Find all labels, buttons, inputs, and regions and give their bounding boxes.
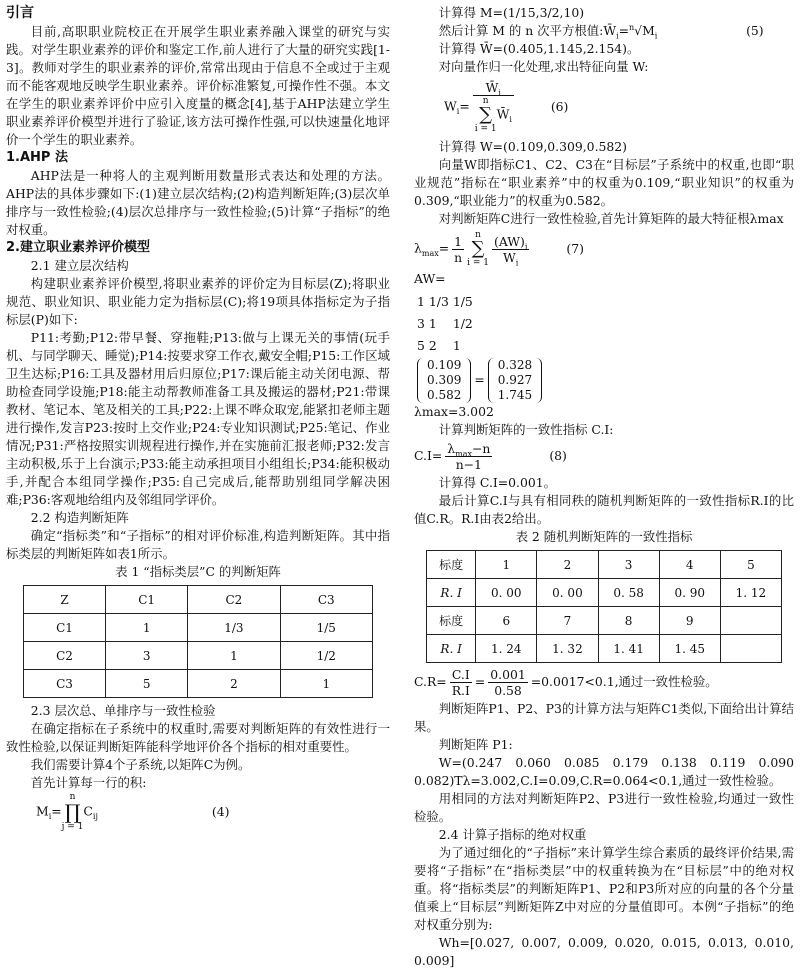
table-1 (23, 585, 373, 698)
table-cell: 1/5 (280, 614, 372, 642)
table-cell: 3 (106, 642, 188, 670)
section-1-heading: 1.AHP 法 (6, 150, 68, 165)
table-cell: 1/2 (280, 642, 372, 670)
cr-result: =0.0017<0.1,通过一致性检验。 (530, 674, 718, 689)
section-2-3-paragraph-2: 我们需要计算4个子系统,以矩阵C为例。 (30, 757, 251, 772)
lambda-result: λmax=3.002 (414, 404, 494, 419)
vector-w: 0.109 0.309 0.582 (417, 358, 471, 403)
table-cell: 1. 45 (659, 635, 720, 663)
equation-8: C.I= $\frac{\lambda_{max}-n}{n-1}$ (8) (414, 441, 567, 472)
table-cell: 8 (598, 607, 659, 635)
intro-heading: 引言 (6, 5, 34, 21)
equation-number: (8) (549, 448, 567, 463)
table-row (427, 551, 782, 579)
table-cell: 2 (188, 670, 280, 698)
table-cell: C2 (188, 586, 280, 614)
section-2-heading: 2.建立职业素养评价模型 (6, 240, 150, 255)
right-column: 计算得 M=(1/15,3/2,10) 然后计算 M 的 n 次平方根值$:W̄_i=^n√M_i$ (5) 计算得 W̄=(0.405,1.145,2.154)。 对向量作归一化处理,求出特征向量 W: $W_i=$ $W̄_i$ n ∑ i = 1 $W̄_i$ (6) 计算得 W=(0.109,0.309,0.582) 向量W即指标C1、C2、C3在“目标层”子系统中的权重,也即“职业规范”指标在“职业素养”中的权重为0.109,“职业知识”的权重为0.309,“职业能力”的权重为0.582。 对判断矩阵C进行一致性检验,首先计算矩阵的最大特征根λmax $\lambda_{max}=$ $\frac{1}{n}$ n ∑ i = 1 $\frac{(AW)_i}{W_i}$ (7) AW= 1 1/3 1/5 3 1 1/2 5 2 1 0.109 0.309 0.582 = 0.328 0.927 1.745 λmax=3.002 计算判断矩阵的一致性指标 C.I: C.I= $\frac{\lambda_{max}-n}{n-1}$ (8) 计算得 C.I=0.001。 最后计算C.I与具有相同秩的随机判断矩阵的一致性指标R.I的比值C.R。R.I由表2给出。 表 2 随机判断矩阵的一致性指标 标度 1 2 3 4 5 R. I 0. 00 0. 00 0. 58 0. 90 1. 12 标度 6 7 8 9 R. I 1. 24 1. 32 1. 41 1. 45 C.R= $\frac{C.I}{R.I}$ = $\frac{0.001}{0.58}$ =0.0017<0.1,通过一致性检验。 判断矩阵P1、P2、P3的计算方法与矩阵C1类似,下面给出计算结果。 判断矩阵 P1: W=(0.247 0.060 0.085 0.179 0.138 0.119 0.090 0.082)Tλ=3.002,C.I=0.09,C.R=0.064<0.1,通过一致性检验。 用相同的方法对判断矩阵P2、P3进行一致性检验,均通过一致性检验。 2.4 计算子指标的绝对权重 为了通过细化的“子指标”来计算学生综合素质的最终评价结果,需要将“子指标”在“指标类层”中的权重转换为在“目标层”中的绝对权重。将“指标类层”的判断矩阵P1、P2和P3所对应的向量的各个分量值乘上“目标层”判断矩阵Z中对应的分量值即可。本例“子指标”的绝对权重分别为: Wh=[0.027, 0.007, 0.009, 0.020, 0.015, 0.013, 0.010, 0.009] (414, 5, 794, 968)
table-cell: 7 (537, 607, 598, 635)
table-cell: 1 (188, 642, 280, 670)
table-cell (720, 607, 781, 635)
m-result: 计算得 M=(1/15,3/2,10) (438, 5, 585, 20)
table-cell: 5 (720, 551, 781, 579)
table-cell: C1 (24, 614, 106, 642)
table-cell: 1. 41 (598, 635, 659, 663)
table-cell (720, 635, 781, 663)
equation-number: (6) (550, 98, 569, 114)
table-cell: 3 (598, 551, 659, 579)
equation-number: (5) (746, 23, 764, 38)
table-cell: 0. 90 (659, 579, 720, 607)
p-paragraph: 判断矩阵P1、P2、P3的计算方法与矩阵C1类似,下面给出计算结果。 (414, 701, 794, 734)
matrix-product: AW= (414, 271, 446, 286)
table-row (24, 586, 373, 614)
left-column (6, 4, 390, 832)
section-2-1-heading: 2.1 建立层次结构 (30, 258, 129, 273)
table-cell: 0. 00 (476, 579, 537, 607)
table-cell: C3 (24, 670, 106, 698)
table-cell: R. I (427, 635, 476, 663)
p1-result: W=(0.247 0.060 0.085 0.179 0.138 0.119 0.090 0.082)Tλ=3.002,C.I=0.09,C.R=0.064<0.1,通过一致性检验。 (414, 755, 794, 788)
table-row (24, 614, 373, 642)
vector-aw: 0.328 0.927 1.745 (488, 358, 542, 403)
table-cell: 6 (476, 607, 537, 635)
ri-paragraph: 最后计算C.I与具有相同秩的随机判断矩阵的一致性指标R.I的比值C.R。R.I由表2给出。 (414, 493, 794, 526)
table-cell: 1. 12 (720, 579, 781, 607)
section-2-2-heading: 2.2 构造判断矩阵 (30, 510, 129, 525)
table-cell: 1 (106, 614, 188, 642)
indicator-list: P11:考勤;P12:带早餐、穿拖鞋;P13:做与上课无关的事情(玩手机、与同学聊天、睡觉);P14:按要求穿工作衣,戴安全帽;P15:工作区域卫生达标;P16:工具及器材用后归原位;P17:课后能主动关闭电源、帮助检查同学设施;P18:能主动帮教师准备工具及搬运的器材;P21:带课教材、笔记本、笔及相关的工具;P22:上课不哗众取宠,能紧扣老师主题进行操作,发言P23:按时上交作业;P24:专业知识测试;P25:笔记、作业情况;P31:严格按照实训规程进行操作,并在实施前汇报老师;P32:发言主动积极,乐于上台演示;P33:能主动承担项目小组组长;P34:能积极动手,并配合本组同学操作;P35:自己完成后,能帮助别组同学解决困难;P36:客观地给组内及邻组同学评价。 (6, 330, 390, 507)
table-cell: 0. 58 (598, 579, 659, 607)
equation-6: $W_i=$ $W̄_i$ n ∑ i = 1 $W̄_i$ (6) (444, 80, 569, 134)
equation-5-text: 然后计算 M 的 n 次平方根值: (438, 23, 604, 38)
equation-4: $M_i=$ n ∏ j = 1 $C_{ij}$ (4) (36, 792, 230, 832)
table-2 (426, 550, 782, 663)
table-cell: 1. 24 (476, 635, 537, 663)
section-2-1-paragraph: 构建职业素养评价模型,将职业素养的评价定为目标层(Z);将职业规范、职业知识、职业能力定为指标层(C);将19项具体指标定为子指标层(P)如下: (6, 276, 390, 327)
section-2-3-heading: 2.3 层次总、单排序与一致性检验 (30, 703, 216, 718)
table-cell: 1. 32 (537, 635, 598, 663)
wbar-result: 计算得 W̄=(0.405,1.145,2.154)。 (438, 41, 640, 56)
weight-paragraph: 向量W即指标C1、C2、C3在“目标层”子系统中的权重,也即“职业规范”指标在“职业素养”中的权重为0.109,“职业知识”的权重为0.309,“职业能力”的权重为0.582。 (414, 157, 794, 208)
section-2-4-paragraph: 为了通过细化的“子指标”来计算学生综合素质的最终评价结果,需要将“子指标”在“指标类层”中的权重转换为在“目标层”中的绝对权重。将“指标类层”的判断矩阵P1、P2和P3所对应的向量的各个分量值乘上“目标层”判断矩阵Z中对应的分量值即可。本例“子指标”的绝对权重分别为: (414, 845, 794, 932)
section-2-3-paragraph: 在确定指标在子系统中的权重时,需要对判断矩阵的有效性进行一致性检验,以保证判断矩阵能科学地评价各个指标的相对重要性。 (6, 721, 390, 754)
ci-text: 计算判断矩阵的一致性指标 C.I: (438, 422, 614, 437)
section-1-paragraph: AHP法是一种将人的主观判断用数量形式表达和处理的方法。AHP法的具体步骤如下:(1)建立层次结构;(2)构造判断矩阵;(3)层次单排序与一致性检验;(4)层次总排序与一致性检验;(5)计算“子指标”的绝对权重。 (6, 168, 390, 237)
equation-7: $\lambda_{max}=$ $\frac{1}{n}$ n ∑ i = 1 $\frac{(AW)_i}{W_i}$ (7) (414, 230, 584, 268)
table-row (427, 579, 782, 607)
table-2-caption: 表 2 随机判断矩阵的一致性指标 (515, 529, 693, 544)
section-2-2-paragraph: 确定“指标类”和“子指标”的相对评价标准,构造判断矩阵。其中指标类层的判断矩阵如表1所示。 (6, 528, 390, 561)
table-row (24, 642, 373, 670)
p23-paragraph: 用相同的方法对判断矩阵P2、P3进行一致性检验,均通过一致性检验。 (414, 791, 794, 824)
table-row (24, 670, 373, 698)
table-cell: 1/3 (188, 614, 280, 642)
table-cell: 5 (106, 670, 188, 698)
wh-result: Wh=[0.027, 0.007, 0.009, 0.020, 0.015, 0.013, 0.010, 0.009] (414, 935, 794, 968)
table-cell: 2 (537, 551, 598, 579)
table-cell: 1 (476, 551, 537, 579)
cr-equation: C.R= $\frac{C.I}{R.I}$ = $\frac{0.001}{0.58}$ =0.0017<0.1,通过一致性检验。 (414, 667, 718, 698)
table-cell: 1 (280, 670, 372, 698)
table-cell: C1 (106, 586, 188, 614)
table-cell: R. I (427, 579, 476, 607)
table-row (427, 607, 782, 635)
p1-label: 判断矩阵 P1: (438, 737, 513, 752)
table-cell: C2 (24, 642, 106, 670)
table-cell: 标度 (427, 607, 476, 635)
equation-5-line: 然后计算 M 的 n 次平方根值$:W̄_i=^n√M_i$ (5) (438, 22, 764, 41)
section-2-3-paragraph-3: 首先计算每一行的积: (30, 775, 147, 790)
normalize-text: 对向量作归一化处理,求出特征向量 W: (438, 59, 649, 74)
table-cell: C3 (280, 586, 372, 614)
intro-paragraph: 目前,高职职业院校正在开展学生职业素养融入课堂的研究与实践。对学生职业素养的评价和鉴定工作,前人进行了大量的研究实践[1-3]。教师对学生的职业素养的评价,常常出现由于信息不全或过于主观而不能客观地反映学生职业素养。评价标准繁复,可操作性不强。本文在学生的职业素养评价中应引入度量的概念[4],基于AHP法建立学生职业素养评价模型并进行了验证,该方法可操作性强,可以快速量化地评价一个学生的职业素养。 (6, 24, 390, 147)
consistency-paragraph: 对判断矩阵C进行一致性检验,首先计算矩阵的最大特征根λmax (438, 211, 784, 226)
ci-result: 计算得 C.I=0.001。 (438, 475, 557, 490)
section-2-4-heading: 2.4 计算子指标的绝对权重 (438, 827, 587, 842)
equation-number: (7) (566, 240, 584, 256)
table-cell: Z (24, 586, 106, 614)
table-cell: 9 (659, 607, 720, 635)
w-result: 计算得 W=(0.109,0.309,0.582) (438, 139, 627, 154)
table-1-caption: 表 1 “指标类层”C 的判断矩阵 (115, 564, 281, 579)
table-cell: 4 (659, 551, 720, 579)
equation-number: (4) (211, 803, 230, 819)
table-cell: 标度 (427, 551, 476, 579)
table-cell: 0. 00 (537, 579, 598, 607)
table-row (427, 635, 782, 663)
